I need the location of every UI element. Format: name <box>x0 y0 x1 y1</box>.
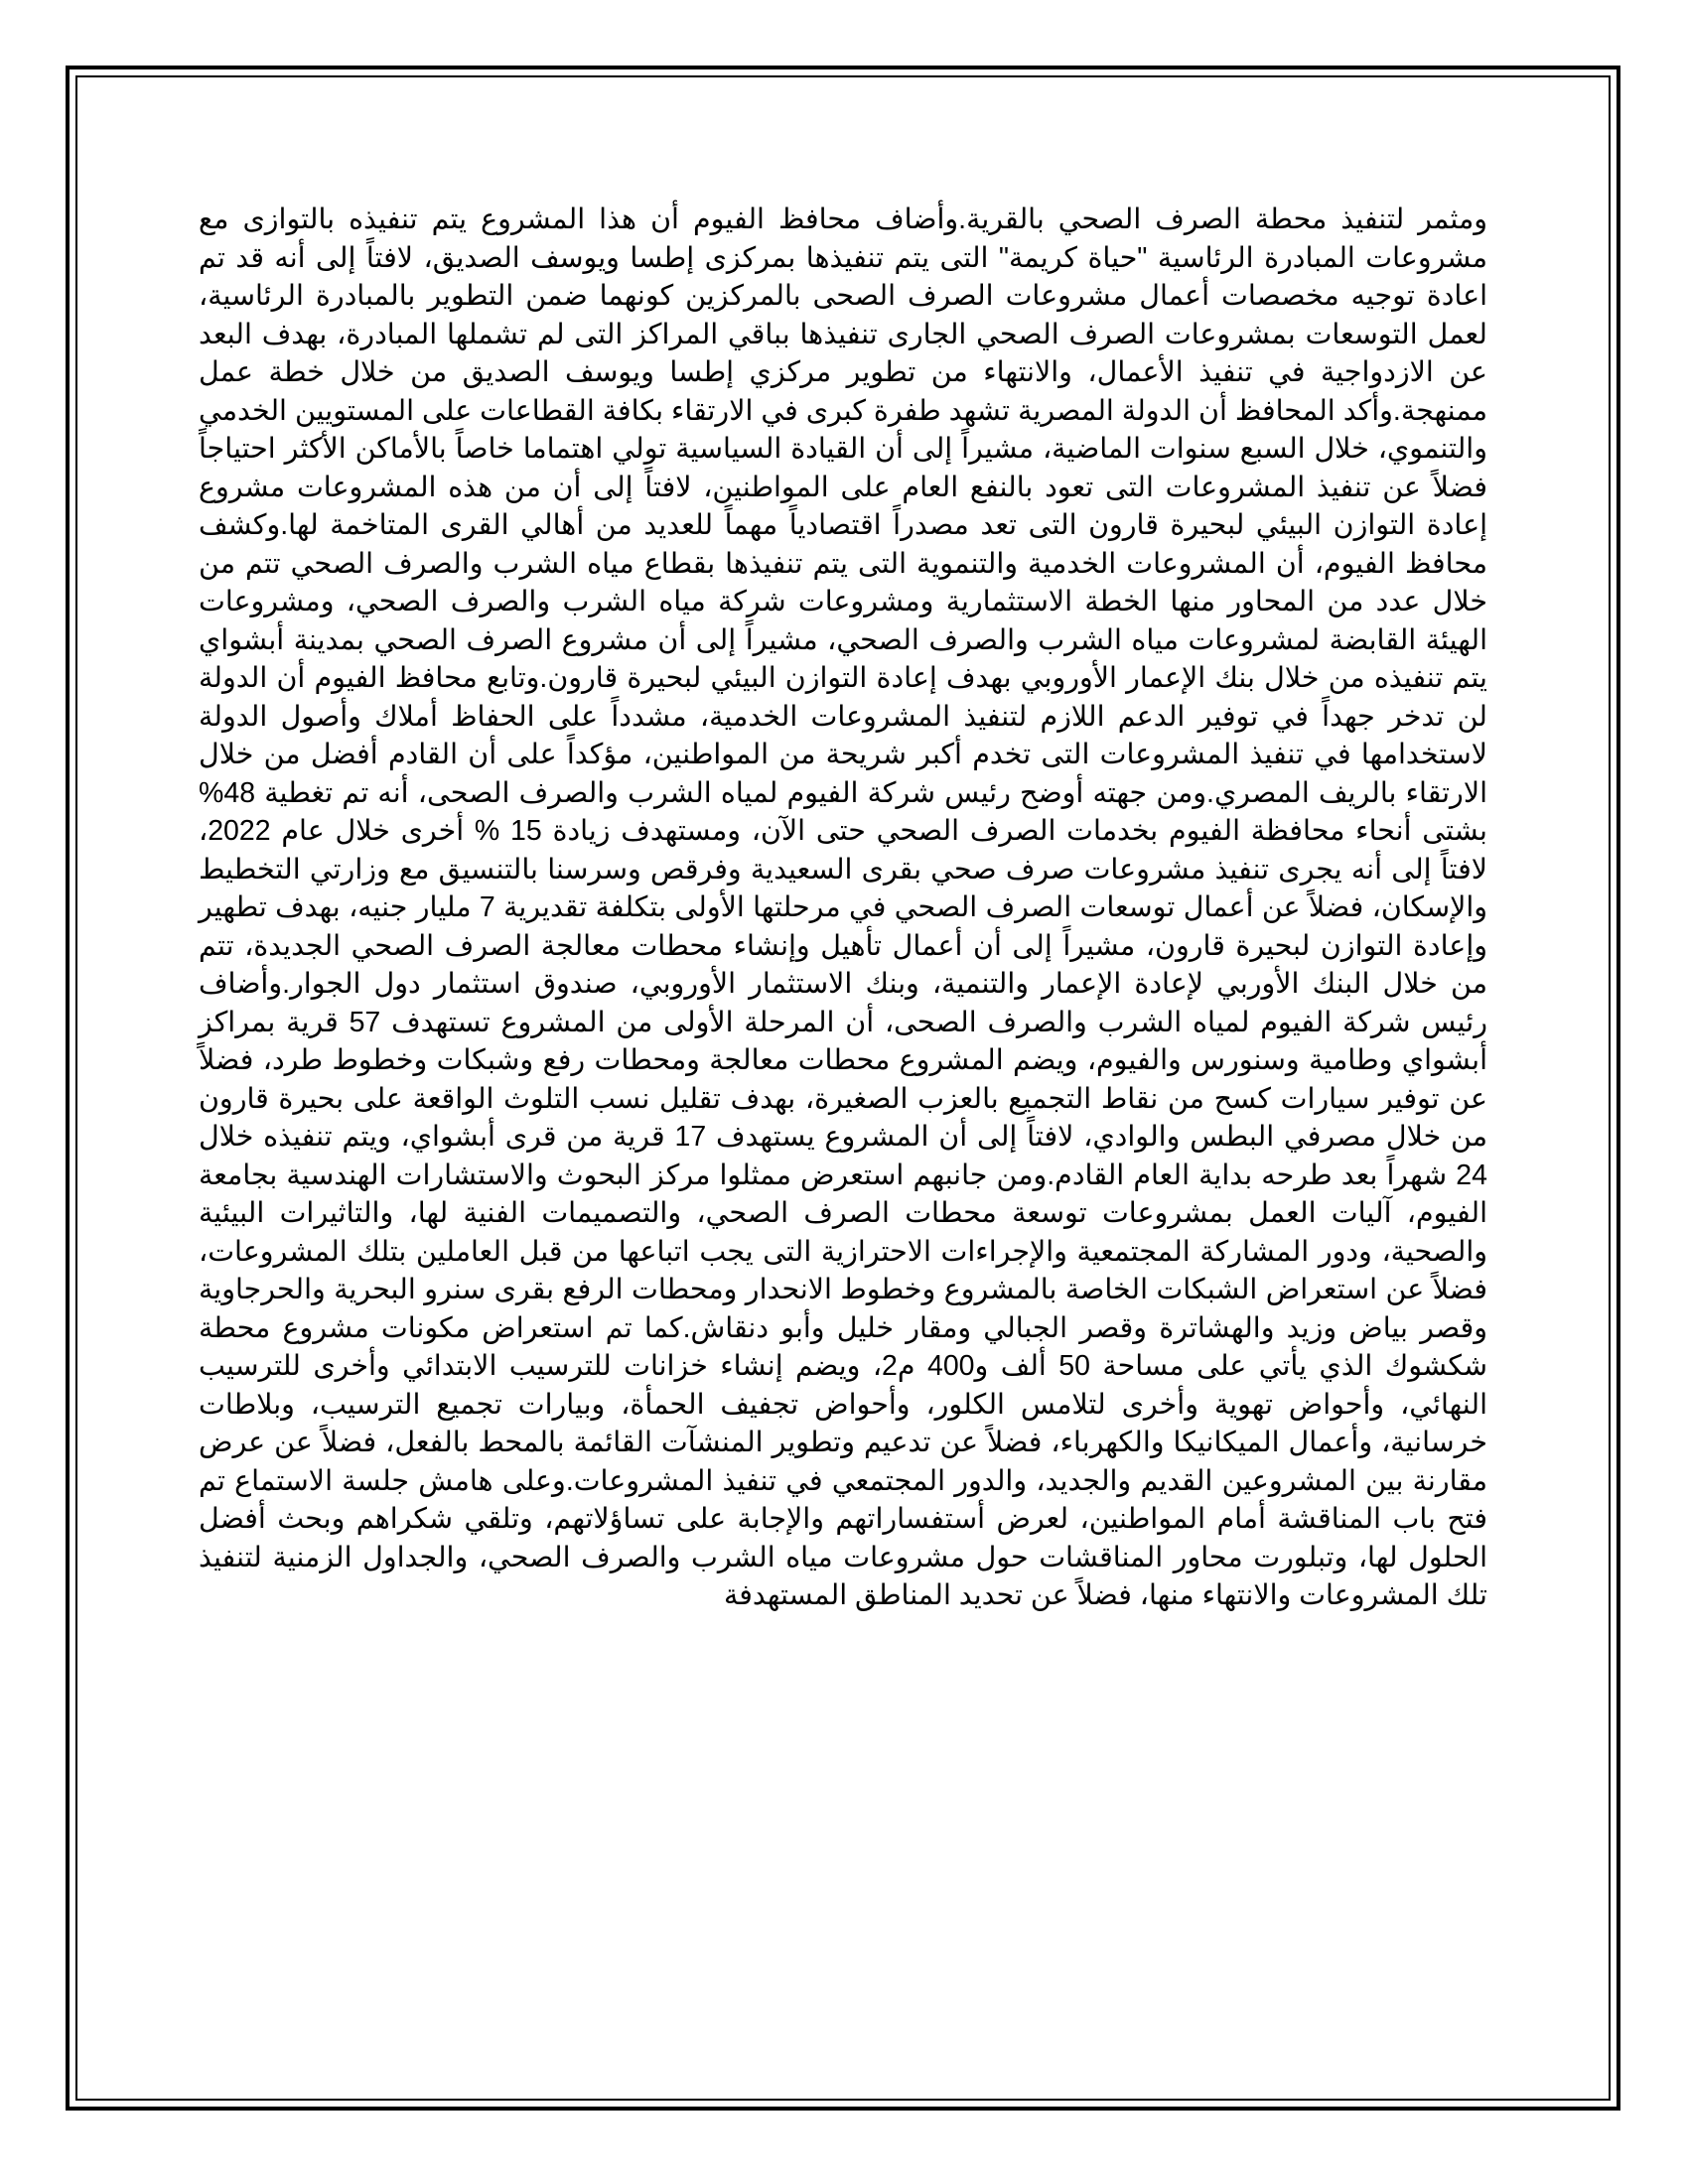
article-paragraph: ومثمر لتنفيذ محطة الصرف الصحي بالقرية.وأضاف محافظ الفيوم أن هذا المشروع يتم تنفيذه بالتوازى مع مشروعات المبادرة الرئاسية "حياة كريمة" التى يتم تنفيذها بمركزى إطسا ويوسف الصديق، لافتاً إلى أنه قد تم اعادة توجيه مخصصات أعمال مشروعات الصرف الصحى بالمركزين كونهما ضمن التطوير بالمبادرة الرئاسية، لعمل التوسعات بمشروعات الصرف الصحي الجارى تنفيذها بباقي المراكز التى لم تشملها المبادرة، بهدف البعد عن الازدواجية في تنفيذ الأعمال، والانتهاء من تطوير مركزي إطسا ويوسف الصديق من خلال خطة عمل ممنهجة.وأكد المحافظ أن الدولة المصرية تشهد طفرة كبرى في الارتقاء بكافة القطاعات على المستويين الخدمي والتنموي، خلال السبع سنوات الماضية، مشيراً إلى أن القيادة السياسية تولي اهتماما خاصاً بالأماكن الأكثر احتياجاً فضلاً عن تنفيذ المشروعات التى تعود بالنفع العام على المواطنين، لافتاً إلى أن من هذه المشروعات مشروع إعادة التوازن البيئي لبحيرة قارون التى تعد مصدراً اقتصادياً مهماً للعديد من أهالي القرى المتاخمة لها.وكشف محافظ الفيوم، أن المشروعات الخدمية والتنموية التى يتم تنفيذها بقطاع مياه الشرب والصرف الصحي تتم من خلال عدد من المحاور منها الخطة الاستثمارية ومشروعات شركة مياه الشرب والصرف الصحي، ومشروعات الهيئة القابضة لمشروعات مياه الشرب والصرف الصحي، مشيراً إلى أن مشروع الصرف الصحي بمدينة أبشواي يتم تنفيذه من خلال بنك الإعمار الأوروبي بهدف إعادة التوازن البيئي لبحيرة قارون.وتابع محافظ الفيوم أن الدولة لن تدخر جهداً في توفير الدعم اللازم لتنفيذ المشروعات الخدمية، مشدداً على الحفاظ أملاك وأصول الدولة لاستخدامها في تنفيذ المشروعات التى تخدم أكبر شريحة من المواطنين، مؤكداً على أن القادم أفضل من خلال الارتقاء بالريف المصري.ومن جهته أوضح رئيس شركة الفيوم لمياه الشرب والصرف الصحى، أنه تم تغطية 48% بشتى أنحاء محافظة الفيوم بخدمات الصرف الصحي حتى الآن، ومستهدف زيادة 15 % أخرى خلال عام 2022، لافتاً إلى أنه يجرى تنفيذ مشروعات صرف صحي بقرى السعيدية وفرقص وسرسنا بالتنسيق مع وزارتي التخطيط والإسكان، فضلاً عن أعمال توسعات الصرف الصحي في مرحلتها الأولى بتكلفة تقديرية 7 مليار جنيه، بهدف تطهير وإعادة التوازن لبحيرة قارون، مشيراً إلى أن أعمال تأهيل وإنشاء محطات معالجة الصرف الصحي الجديدة، تتم من خلال البنك الأوربي لإعادة الإعمار والتنمية، وبنك الاستثمار الأوروبي، صندوق استثمار دول الجوار.وأضاف رئيس شركة الفيوم لمياه الشرب والصرف الصحى، أن المرحلة الأولى من المشروع تستهدف 57 قرية بمراكز أبشواي وطامية وسنورس والفيوم، ويضم المشروع محطات معالجة ومحطات رفع وشبكات وخطوط طرد، فضلاً عن توفير سيارات كسح من نقاط التجميع بالعزب الصغيرة، بهدف تقليل نسب التلوث الواقعة على بحيرة قارون من خلال مصرفي البطس والوادي، لافتاً إلى أن المشروع يستهدف 17 قرية من قرى أبشواي، ويتم تنفيذه خلال 24 شهراً بعد طرحه بداية العام القادم.ومن جانبهم استعرض ممثلوا مركز البحوث والاستشارات الهندسية بجامعة الفيوم، آليات العمل بمشروعات توسعة محطات الصرف الصحي، والتصميمات الفنية لها، والتاثيرات البيئية والصحية، ودور المشاركة المجتمعية والإجراءات الاحترازية التى يجب اتباعها من قبل العاملين بتلك المشروعات، فضلاً عن استعراض الشبكات الخاصة بالمشروع وخطوط الانحدار ومحطات الرفع بقرى سنرو البحرية والحرجاوية وقصر بياض وزيد والهشاترة وقصر الجبالي ومقار خليل وأبو دنقاش.كما تم استعراض مكونات مشروع محطة شكشوك الذي يأتي على مساحة 50 ألف و400 م2، ويضم إنشاء خزانات للترسيب الابتدائي وأخرى للترسيب النهائي، وأحواض تهوية وأخرى لتلامس الكلور، وأحواض تجفيف الحمأة، وبيارات تجميع الترسيب، وبلاطات خرسانية، وأعمال الميكانيكا والكهرباء، فضلاً عن تدعيم وتطوير المنشآت القائمة بالمحط بالفعل، فضلاً عن عرض مقارنة بين المشروعين القديم والجديد، والدور المجتمعي في تنفيذ المشروعات.وعلى هامش جلسة الاستماع تم فتح باب المناقشة أمام المواطنين، لعرض أستفساراتهم والإجابة على تساؤلاتهم، وتلقي شكراهم وبحث أفضل الحلول لها، وتبلورت محاور المناقشات حول مشروعات مياه الشرب والصرف الصحي، والجداول الزمنية لتنفيذ تلك المشروعات والانتهاء منها، فضلاً عن تحديد المناطق المستهدفة <box>199 204 1488 1611</box>
article-text <box>199 201 1487 1615</box>
